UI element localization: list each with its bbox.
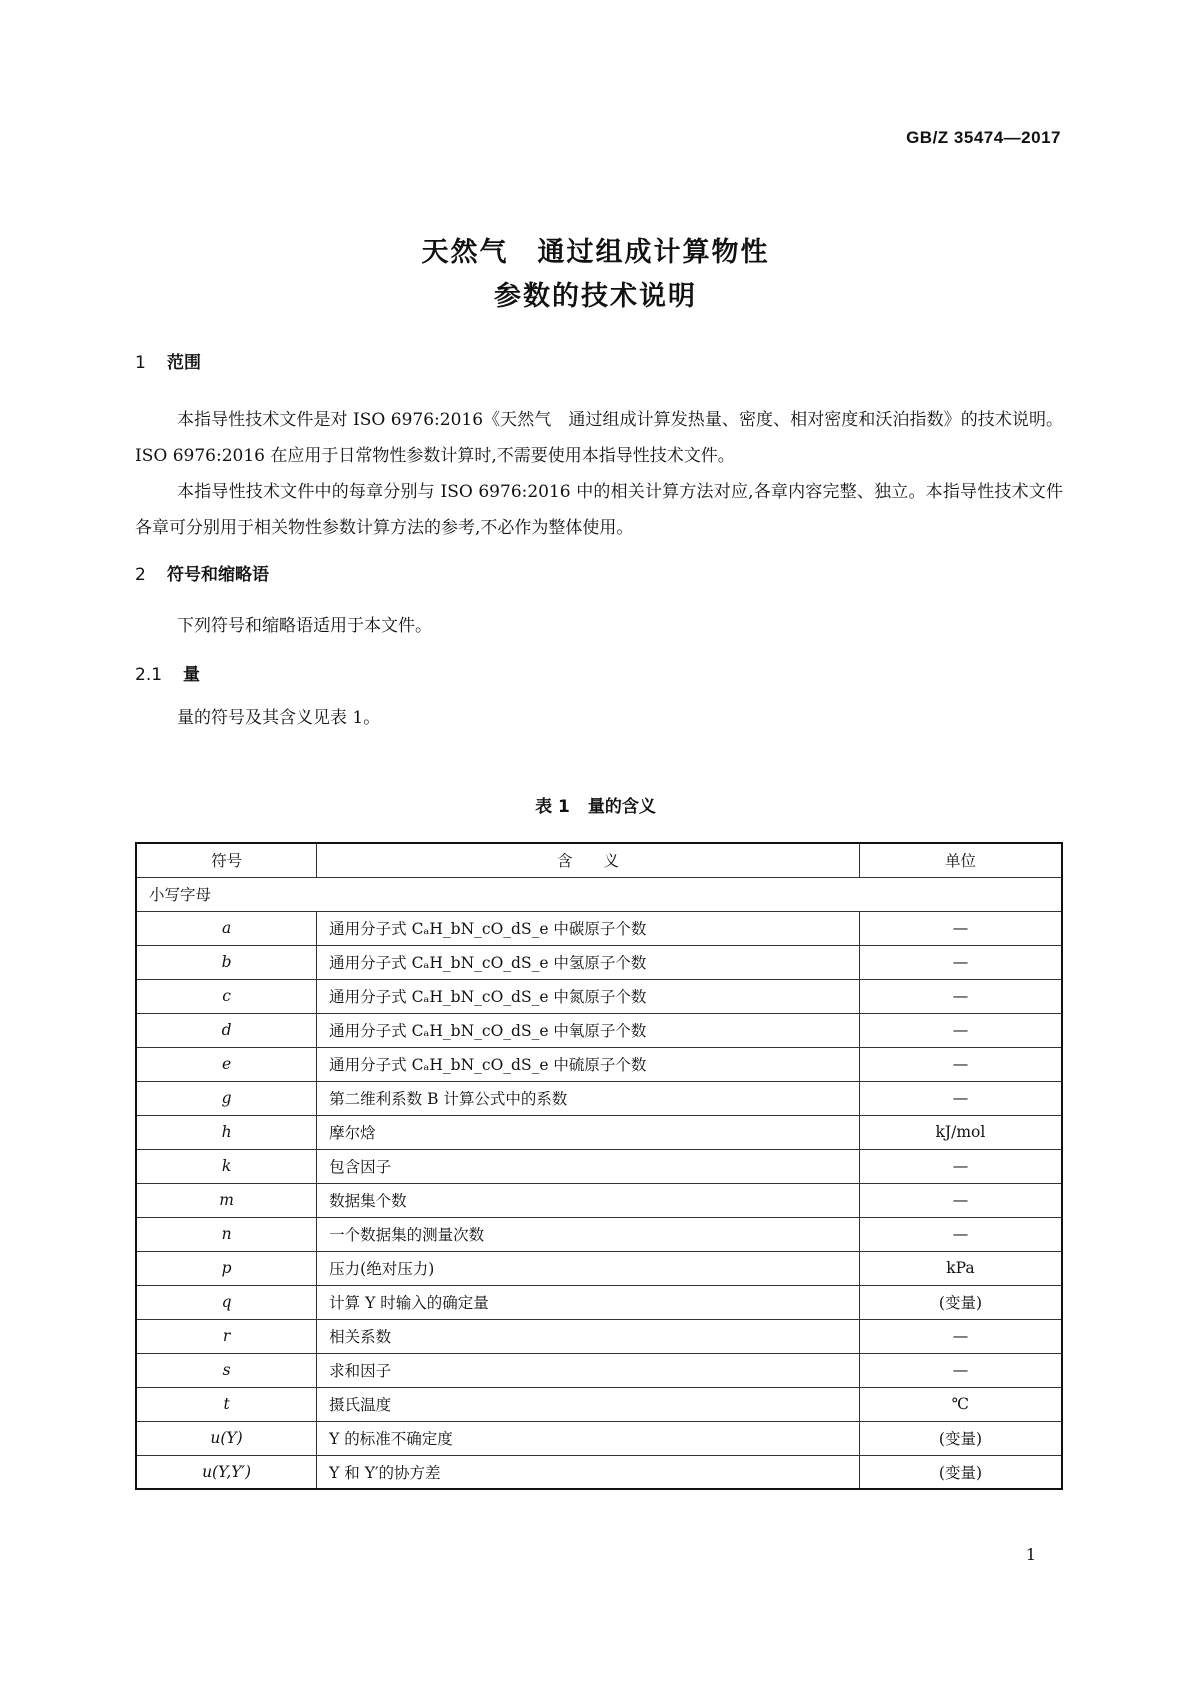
meaning-cell: 通用分子式 CₐH_bN_cO_dS_e 中碳原子个数 [317, 911, 860, 945]
symbol-cell: e [136, 1047, 317, 1081]
meaning-cell: Y 的标准不确定度 [317, 1421, 860, 1455]
symbol-cell: k [136, 1149, 317, 1183]
meaning-cell: 求和因子 [317, 1353, 860, 1387]
table-row [136, 1455, 1062, 1489]
header-meaning: 含 义 [317, 843, 860, 877]
symbol-cell: m [136, 1183, 317, 1217]
document-title-line1: 天然气 通过组成计算物性 [421, 237, 770, 268]
unit-cell: — [859, 1013, 1062, 1047]
table-row [136, 1421, 1062, 1455]
table-row [136, 1319, 1062, 1353]
unit-cell: — [859, 1217, 1062, 1251]
unit-cell: — [859, 1047, 1062, 1081]
table-row [136, 945, 1062, 979]
table-row [136, 1285, 1062, 1319]
unit-cell: (变量) [859, 1421, 1062, 1455]
section-title: 范围 [167, 353, 201, 373]
table-row [136, 1081, 1062, 1115]
unit-cell: — [859, 1183, 1062, 1217]
symbol-cell: a [136, 911, 317, 945]
unit-cell: ℃ [859, 1387, 1062, 1421]
symbol-cell: p [136, 1251, 317, 1285]
unit-cell: — [859, 1353, 1062, 1387]
meaning-cell: 第二维利系数 B 计算公式中的系数 [317, 1081, 860, 1115]
section-2-heading [135, 560, 269, 585]
table-caption-title: 量的含义 [587, 797, 656, 817]
symbol-cell: s [136, 1353, 317, 1387]
table-1-caption [0, 792, 1191, 817]
unit-cell: kPa [859, 1251, 1062, 1285]
table-row [136, 1013, 1062, 1047]
symbol-cell: n [136, 1217, 317, 1251]
symbol-cell: c [136, 979, 317, 1013]
table-row [136, 979, 1062, 1013]
meaning-cell: 通用分子式 CₐH_bN_cO_dS_e 中氮原子个数 [317, 979, 860, 1013]
section-title: 符号和缩略语 [167, 565, 269, 585]
unit-cell: — [859, 979, 1062, 1013]
unit-cell: (变量) [859, 1455, 1062, 1489]
section-2-paragraph: 下列符号和缩略语适用于本文件。 [177, 616, 432, 636]
meaning-cell: Y 和 Y′的协方差 [317, 1455, 860, 1489]
meaning-cell: 摩尔焓 [317, 1115, 860, 1149]
table-row [136, 1047, 1062, 1081]
table-row [136, 1353, 1062, 1387]
table-group-row [136, 877, 1062, 911]
unit-cell: — [859, 911, 1062, 945]
meaning-cell: 一个数据集的测量次数 [317, 1217, 860, 1251]
meaning-cell: 通用分子式 CₐH_bN_cO_dS_e 中硫原子个数 [317, 1047, 860, 1081]
table-row [136, 1183, 1062, 1217]
unit-cell: — [859, 1081, 1062, 1115]
meaning-cell: 计算 Y 时输入的确定量 [317, 1285, 860, 1319]
meaning-cell: 通用分子式 CₐH_bN_cO_dS_e 中氧原子个数 [317, 1013, 860, 1047]
table-row [136, 1217, 1062, 1251]
table-row [136, 1251, 1062, 1285]
symbol-cell: q [136, 1285, 317, 1319]
meaning-cell: 摄氏温度 [317, 1387, 860, 1421]
unit-cell: — [859, 1149, 1062, 1183]
section-number: 2 [135, 565, 146, 585]
meaning-cell: 压力(绝对压力) [317, 1251, 860, 1285]
section-number: 1 [135, 353, 146, 373]
table-header-row [136, 843, 1062, 877]
symbol-cell: b [136, 945, 317, 979]
meaning-cell: 数据集个数 [317, 1183, 860, 1217]
group-label: 小写字母 [136, 877, 1062, 911]
section-2-1-heading [135, 660, 200, 685]
symbol-cell: g [136, 1081, 317, 1115]
meaning-cell: 通用分子式 CₐH_bN_cO_dS_e 中氢原子个数 [317, 945, 860, 979]
symbol-cell: u(Y,Y′) [136, 1455, 317, 1489]
section-number: 2.1 [135, 665, 163, 685]
symbol-cell: r [136, 1319, 317, 1353]
section-1-heading [135, 348, 201, 373]
table-row [136, 1387, 1062, 1421]
standard-number: GB/Z 35474—2017 [906, 128, 1061, 147]
unit-cell: (变量) [859, 1285, 1062, 1319]
symbol-cell: h [136, 1115, 317, 1149]
header-unit: 单位 [859, 843, 1062, 877]
document-title-line2: 参数的技术说明 [494, 281, 697, 312]
symbol-cell: u(Y) [136, 1421, 317, 1455]
section-1-paragraph-2: 本指导性技术文件中的每章分别与 ISO 6976:2016 中的相关计算方法对应,各章内容完整、独立。本指导性技术文件各章可分别用于相关物性参数计算方法的参考,不必作为整体使用。 [135, 482, 1063, 538]
meaning-cell: 相关系数 [317, 1319, 860, 1353]
unit-cell: — [859, 1319, 1062, 1353]
section-1-paragraph-1: 本指导性技术文件是对 ISO 6976:2016《天然气 通过组成计算发热量、密度、相对密度和沃泊指数》的技术说明。ISO 6976:2016 在应用于日常物性参数计算时,不需要使用本指导性技术文件。 [135, 410, 1063, 466]
header-symbol: 符号 [136, 843, 317, 877]
table-caption-number: 表 1 [535, 797, 570, 817]
unit-cell: kJ/mol [859, 1115, 1062, 1149]
table-row [136, 1149, 1062, 1183]
symbol-cell: d [136, 1013, 317, 1047]
table-row [136, 911, 1062, 945]
quantities-table [135, 842, 1063, 1490]
page-number: 1 [1025, 1545, 1036, 1564]
meaning-cell: 包含因子 [317, 1149, 860, 1183]
section-title: 量 [183, 665, 200, 685]
section-2-1-paragraph: 量的符号及其含义见表 1。 [177, 708, 381, 728]
unit-cell: — [859, 945, 1062, 979]
table-row [136, 1115, 1062, 1149]
symbol-cell: t [136, 1387, 317, 1421]
